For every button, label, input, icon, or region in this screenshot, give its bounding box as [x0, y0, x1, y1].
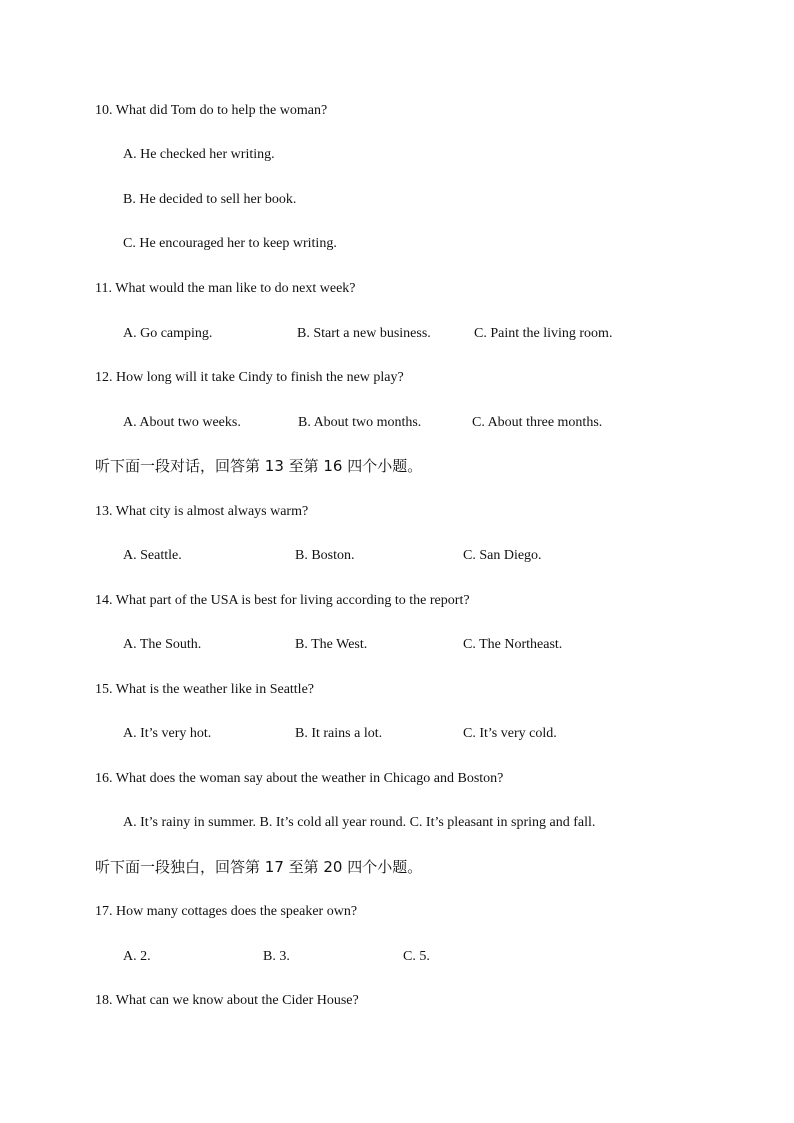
- question-12-option-b: B. About two months.: [298, 415, 422, 430]
- question-13-option-a: A. Seattle.: [123, 548, 182, 563]
- question-13-option-c: C. San Diego.: [463, 548, 542, 563]
- question-16-options: A. It’s rainy in summer. B. It’s cold all year round. C. It’s pleasant in spring and fall.: [123, 815, 596, 830]
- question-15-option-c: C. It’s very cold.: [463, 726, 557, 741]
- question-14-option-b: B. The West.: [295, 637, 368, 652]
- section-heading-13-16: 听下面一段对话，回答第 13 至第 16 四个小题。: [95, 457, 423, 475]
- question-16: 16. What does the woman say about the weather in Chicago and Boston?: [95, 771, 504, 786]
- question-15-option-a: A. It’s very hot.: [123, 726, 212, 741]
- question-10-option-a: A. He checked her writing.: [123, 147, 275, 162]
- question-10: 10. What did Tom do to help the woman?: [95, 103, 328, 118]
- question-15-option-b: B. It rains a lot.: [295, 726, 383, 741]
- question-14-option-c: C. The Northeast.: [463, 637, 563, 652]
- question-10-option-b: B. He decided to sell her book.: [123, 192, 297, 207]
- question-12-option-c: C. About three months.: [472, 415, 603, 430]
- question-17: 17. How many cottages does the speaker own?: [95, 904, 358, 919]
- question-11-option-a: A. Go camping.: [123, 326, 213, 341]
- question-12: 12. How long will it take Cindy to finish the new play?: [95, 370, 404, 385]
- question-11: 11. What would the man like to do next week?: [95, 281, 356, 296]
- question-13: 13. What city is almost always warm?: [95, 504, 309, 519]
- question-17-option-a: A. 2.: [123, 949, 151, 964]
- question-14-option-a: A. The South.: [123, 637, 202, 652]
- question-10-option-c: C. He encouraged her to keep writing.: [123, 236, 337, 251]
- question-18: 18. What can we know about the Cider House?: [95, 993, 359, 1008]
- question-13-option-b: B. Boston.: [295, 548, 355, 563]
- question-11-option-b: B. Start a new business.: [297, 326, 431, 341]
- question-11-option-c: C. Paint the living room.: [474, 326, 613, 341]
- question-17-option-c: C. 5.: [403, 949, 430, 964]
- question-15: 15. What is the weather like in Seattle?: [95, 682, 315, 697]
- section-heading-17-20: 听下面一段独白，回答第 17 至第 20 四个小题。: [95, 858, 423, 876]
- question-14: 14. What part of the USA is best for living according to the report?: [95, 593, 470, 608]
- question-17-option-b: B. 3.: [263, 949, 290, 964]
- question-12-option-a: A. About two weeks.: [123, 415, 241, 430]
